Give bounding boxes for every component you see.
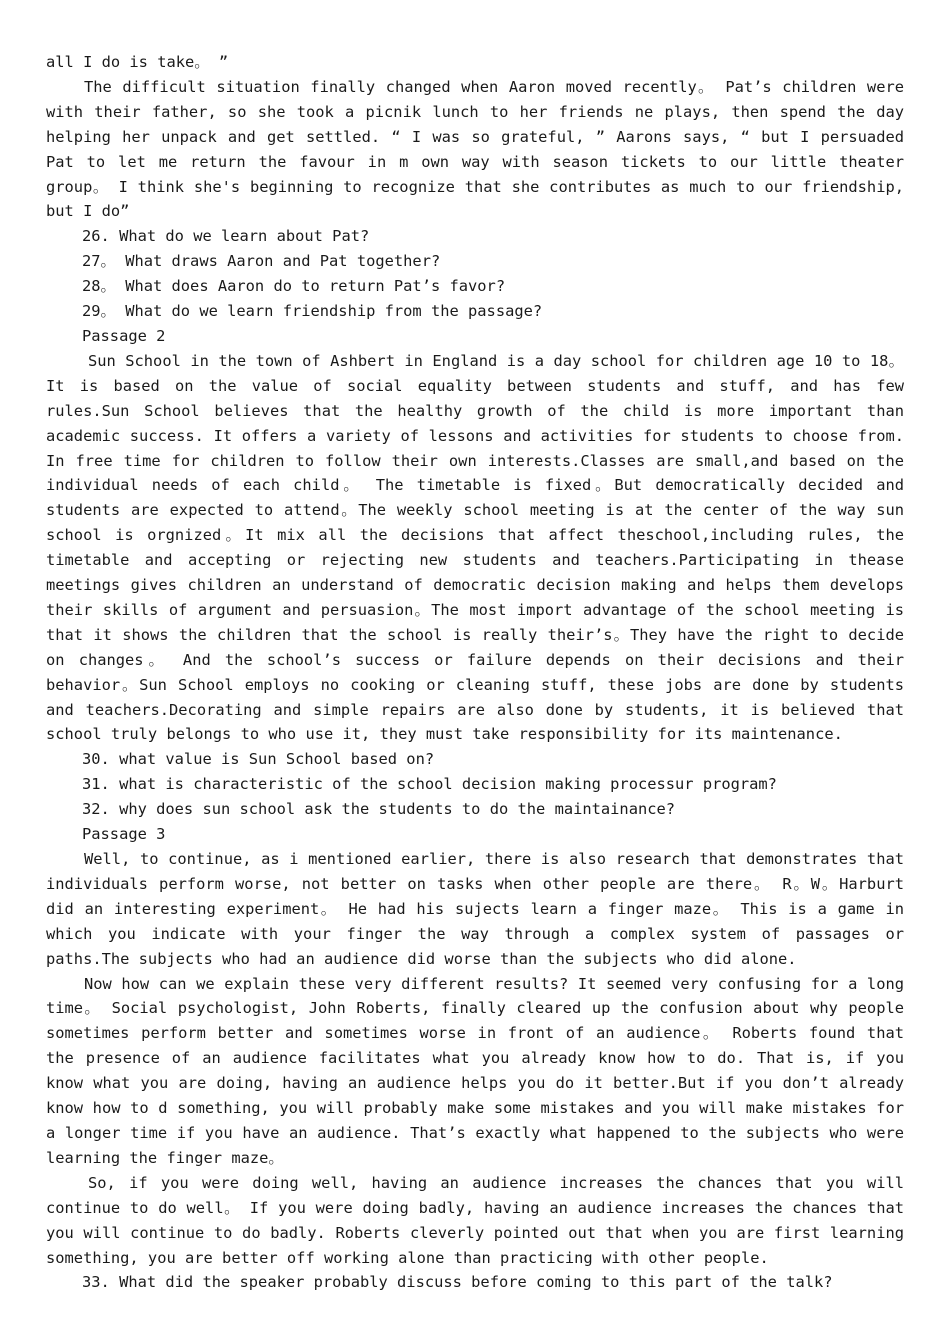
question-33: 33. What did the speaker probably discuss before coming to this part of the talk? (82, 1273, 833, 1292)
question-30: 30. what value is Sun School based on? (82, 750, 435, 769)
passage-3-paragraph-3: So, if you were doing well, having an audience increases the chances that you will continue to do well。 If you were doing badly, having an audience increases the chances that you will continue to do badly. Roberts cleverly pointed out that when you are first learning something, you are better off working alone than practicing with other people. (46, 1173, 904, 1267)
passage-2-heading: Passage 2 (82, 326, 166, 345)
question-32: 32. why does sun school ask the students to do the maintainance? (82, 800, 676, 819)
question-27: 27。 What draws Aaron and Pat together? (82, 252, 441, 271)
question-26: 26. What do we learn about Pat? (82, 227, 370, 246)
passage-1-ending-line: all I do is take。 ” (46, 53, 229, 71)
question-28: 28。 What does Aaron do to return Pat’s favor? (82, 277, 506, 296)
passage-1-paragraph: The difficult situation finally changed when Aaron moved recently。 Pat’s children were with their father, so she took a picnik lunch to her friends ne plays, then spend the day helping her unpack and get settled. “ I was so grateful, ” Aarons says, “ but I persuaded Pat to let me return the favour in m own way with season tickets to our little theater group。 I think she's beginning to recognize that she contributes as much to our friendship, but I do” (46, 77, 904, 221)
passage-3-paragraph-2: Now how can we explain these very different results? It seemed very confusing for a long time。 Social psychologist, John Roberts, finally cleared up the confusion about why people sometimes perform better and sometimes worse in front of an audience。 Roberts found that the presence of an audience facilitates what you already know how to do. That is, if you know what you are doing, having an audience helps you do it better.But if you don’t already know how to d something, you will probably make some mistakes and you will make mistakes for a longer time if you have an audience. That’s exactly what happened to the subjects who were learning the finger maze。 (46, 974, 904, 1167)
passage-3-paragraph-1: Well, to continue, as i mentioned earlier, there is also research that demonstrates that individuals perform worse, not better on tasks when other people are there。 R。W。Harburt did an interesting experiment。 He had his sujects learn a finger maze。 This is a game in which you indicate with your finger the way through a complex system of passages or paths.The subjects who had an audience did worse than the subjects who did alone. (46, 850, 904, 968)
question-29: 29。 What do we learn friendship from the passage? (82, 302, 543, 321)
passage-2-paragraph: Sun School in the town of Ashbert in England is a day school for children age 10 to 18。It is based on the value of social equality between students and stuff, and has few rules.Sun School believes that the healthy growth of the child is more important than academic success. It offers a variety of lessons and activities for students to choose from. In free time for children to follow their own interests.Classes are small,and based on the individual needs of each child。 The timetable is fixed。But democratically decided and students are expected to attend。The weekly school meeting is at the center of the way sun school is orgnized。It mix all the decisions that affect theschool,including rules, the timetable and accepting or rejecting new students and teachers.Participating in thease meetings gives children an understand of democratic decision making and helps them develops their skills of argument and persuasion。The most import advantage of the school meeting is that it shows the children that the school is really their’s。They have the right to decide on changes。 And the school’s success or failure depends on their decisions and their behavior。Sun School employs no cooking or cleaning stuff, these jobs are done by students and teachers.Decorating and simple repairs are also done by students, it is believed that school truly belongs to who use it, they must take responsibility for its maintenance. (46, 351, 904, 744)
question-31: 31. what is characteristic of the school decision making processur program? (82, 775, 777, 794)
document-page (46, 50, 904, 1295)
passage-3-heading: Passage 3 (82, 825, 166, 844)
